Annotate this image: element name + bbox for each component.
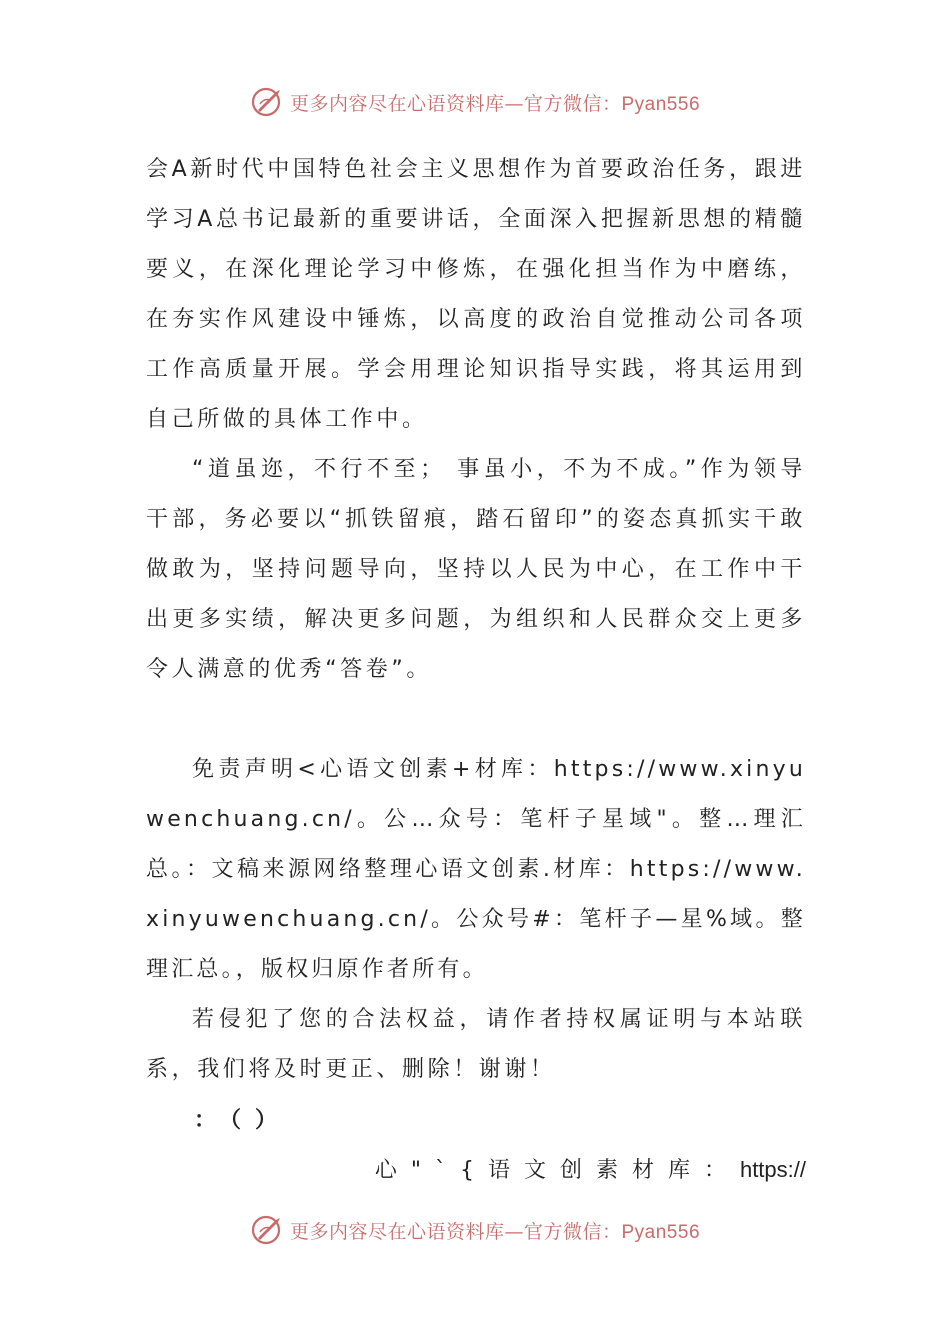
footer-banner-code: Pyan556: [621, 1221, 701, 1243]
header-banner-text: 更多内容尽在心语资料库—官方微信：Pyan556: [289, 92, 701, 115]
disclaimer-paragraph: 免责声明<心语文创素+材库：https://www.xinyuwenchuang.cn/。公…众号：笔杆子星域"。整…理汇总。：文稿来源网络整理心语文创素.材库：https://www.xinyuwenchuang.cn/。公众号#：笔杆子—星%域。整理汇总。，版权归原作者所有。: [146, 757, 806, 982]
trailing-source-line: [146, 1145, 806, 1196]
footer-banner: [0, 1208, 950, 1252]
notice-paragraph: 若侵犯了您的合法权益，请作者持权属证明与本站联系，我们将及时更正、删除！谢谢！: [146, 1007, 806, 1082]
footer-banner-text: 更多内容尽在心语资料库—官方微信：Pyan556: [289, 1220, 701, 1243]
header-banner-code: Pyan556: [621, 93, 701, 115]
blank-line: [146, 695, 806, 745]
trailing-source-prefix: 心"`{语文创素材库：: [374, 1158, 740, 1183]
trailing-source-url: https://: [739, 1157, 806, 1182]
pen-logo-icon: [250, 84, 286, 120]
header-banner: [0, 80, 950, 124]
paragraph-1: 会A新时代中国特色社会主义思想作为首要政治任务，跟进学习A总书记最新的重要讲话，全面深入把握新思想的精髓要义，在深化理论学习中修炼，在强化担当作为中磨练，在夯实作风建设中锤炼，以高度的政治自觉推动公司各项工作高质量开展。学会用理论知识指导实践，将其运用到自己所做的具体工作中。: [146, 157, 806, 432]
punctuation-line: ：（）: [194, 1107, 292, 1132]
pen-logo-icon: [250, 1212, 286, 1248]
document-body: [146, 145, 806, 1196]
paragraph-2: “道虽迩，不行不至； 事虽小，不为不成。”作为领导干部，务必要以“抓铁留痕，踏石留印”的姿态真抓实干敢做敢为，坚持问题导向，坚持以人民为中心，在工作中干出更多实绩，解决更多问题，为组织和人民群众交上更多令人满意的优秀“答卷”。: [146, 457, 806, 682]
